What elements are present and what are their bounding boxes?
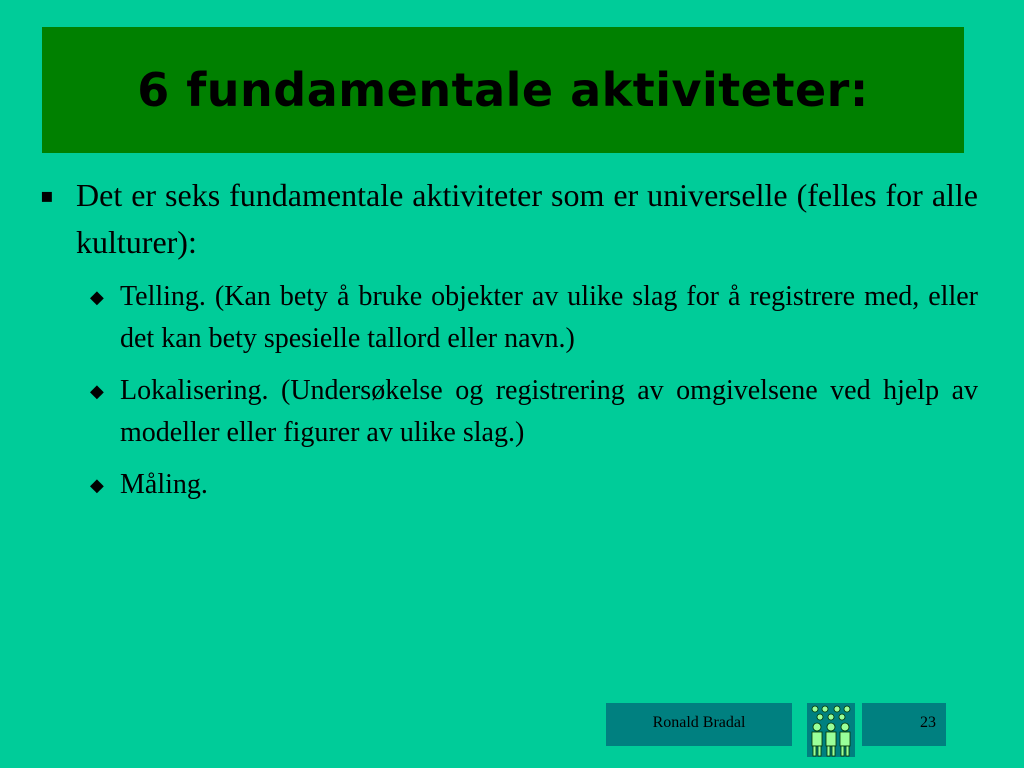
main-bullet-text: Det er seks fundamentale aktiviteter som er universelle (felles for alle kulturer): <box>76 177 978 260</box>
slide-title: 6 fundamentale aktiviteter: <box>137 63 869 117</box>
sub-bullet-lokalisering <box>90 370 978 454</box>
diamond-bullet-icon: ◆ <box>90 287 104 308</box>
square-bullet-icon: ▪ <box>40 183 54 207</box>
people-group-icon <box>807 703 855 757</box>
sub-bullet-text: Lokalisering. (Undersøkelse og registrering av omgivelsene ved hjelp av modeller eller figurer av ulike slag.) <box>120 375 978 448</box>
footer-author: Ronald Bradal <box>606 703 792 746</box>
main-bullet <box>40 172 978 266</box>
sub-bullet-maling <box>90 464 978 506</box>
diamond-bullet-icon: ◆ <box>90 381 104 402</box>
title-box <box>42 27 964 153</box>
sub-bullet-text: Måling. <box>120 469 208 500</box>
sub-bullet-text: Telling. (Kan bety å bruke objekter av ulike slag for å registrere med, eller det kan bety spesielle tallord eller navn.) <box>120 281 978 354</box>
slide-content <box>40 172 978 506</box>
diamond-bullet-icon: ◆ <box>90 475 104 496</box>
page-number: 23 <box>862 703 946 746</box>
sub-bullet-telling <box>90 276 978 360</box>
